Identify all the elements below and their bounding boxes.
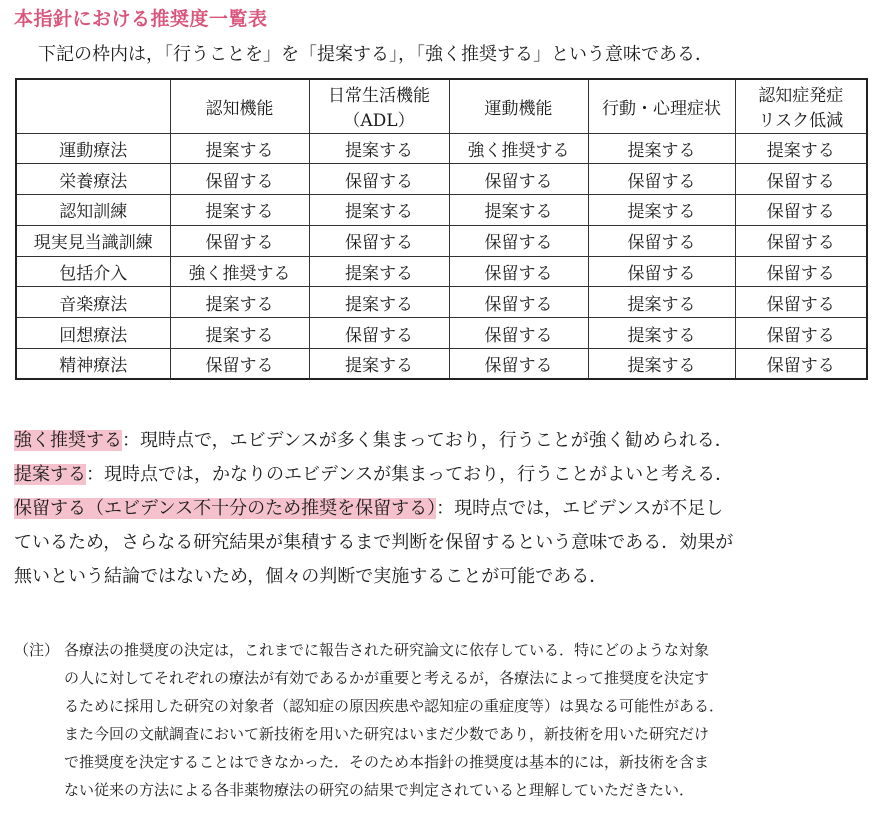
term-highlight-hold: 保留する（エビデンス不十分のため推奨を保留する） xyxy=(14,498,437,519)
row-label: 運動療法 xyxy=(16,133,170,164)
table-cell: 提案する xyxy=(588,133,735,164)
table-row xyxy=(16,287,867,318)
definition-strong: 強く推奨する：現時点で，エビデンスが多く集まっており，行うことが強く勧められる． xyxy=(14,430,733,451)
table-cell: 保留する xyxy=(735,287,867,318)
table-cell: 保留する xyxy=(449,349,588,380)
table-cell: 保留する xyxy=(588,256,735,287)
table-cell: 保留する xyxy=(449,164,588,195)
row-label: 栄養療法 xyxy=(16,164,170,195)
row-label: 精神療法 xyxy=(16,349,170,380)
footnote xyxy=(14,636,869,804)
table-cell: 保留する xyxy=(449,287,588,318)
table-cell: 保留する xyxy=(735,195,867,226)
table-cell: 提案する xyxy=(588,318,735,349)
footnote-line: また今回の文献調査において新技術を用いた研究はいまだ少数であり，新技術を用いた研究だけ xyxy=(64,725,710,743)
definition-hold-continued: 無いという結論ではないため，個々の判断で実施することが可能である． xyxy=(14,566,608,587)
table-cell: 提案する xyxy=(309,133,449,164)
row-label: 回想療法 xyxy=(16,318,170,349)
table-cell: 強く推奨する xyxy=(170,256,309,287)
term-highlight-suggest: 提案する xyxy=(14,464,86,485)
footnote-line: （注） 各療法の推奨度の決定は，これまでに報告された研究論文に依存している．特にどのような対象 xyxy=(14,636,869,664)
table-cell: 保留する xyxy=(309,318,449,349)
table-cell: 提案する xyxy=(170,133,309,164)
row-label: 包括介入 xyxy=(16,256,170,287)
table-row xyxy=(16,195,867,226)
intro-text: 下記の枠内は，「行うことを」を「提案する」，「強く推奨する」という意味である． xyxy=(38,44,713,65)
table-row xyxy=(16,349,867,380)
definition-hold-continued: ているため，さらなる研究結果が集積するまで判断を保留するという意味である．効果が xyxy=(14,532,734,553)
table-cell: 提案する xyxy=(170,195,309,226)
table-cell: 保留する xyxy=(735,318,867,349)
table-cell: 保留する xyxy=(735,256,867,287)
row-label: 現実見当識訓練 xyxy=(16,225,170,256)
table-cell: 提案する xyxy=(309,349,449,380)
table-row xyxy=(16,225,867,256)
recommendation-table xyxy=(15,78,868,380)
table-cell: 保留する xyxy=(170,349,309,380)
header-corner xyxy=(16,79,170,133)
header-adl: 日常生活機能 （ADL） xyxy=(309,79,449,133)
table-cell: 強く推奨する xyxy=(449,133,588,164)
table-row xyxy=(16,256,867,287)
table-cell: 提案する xyxy=(588,349,735,380)
page-title: 本指針における推奨度一覧表 xyxy=(14,8,268,30)
definitions xyxy=(14,424,864,594)
table-cell: 保留する xyxy=(588,225,735,256)
footnote-line: の人に対してそれぞれの療法が有効であるかが重要と考えるが，各療法によって推奨度を決定す xyxy=(64,669,710,687)
header-cognitive: 認知機能 xyxy=(170,79,309,133)
table-cell: 保留する xyxy=(449,225,588,256)
footnote-line: で推奨度を決定することはできなかった．そのため本指針の推奨度は基本的には，新技術を含ま xyxy=(64,753,710,771)
table-cell: 保留する xyxy=(449,318,588,349)
table-row xyxy=(16,318,867,349)
table-cell: 保留する xyxy=(449,256,588,287)
table-cell: 提案する xyxy=(449,195,588,226)
table-cell: 保留する xyxy=(309,164,449,195)
table-row xyxy=(16,133,867,164)
header-bpsd: 行動・心理症状 xyxy=(588,79,735,133)
table-cell: 保留する xyxy=(170,225,309,256)
table-header-row xyxy=(16,79,867,133)
table-cell: 提案する xyxy=(170,318,309,349)
table-cell: 提案する xyxy=(588,195,735,226)
table-cell: 保留する xyxy=(735,164,867,195)
row-label: 認知訓練 xyxy=(16,195,170,226)
table-cell: 保留する xyxy=(170,164,309,195)
header-risk: 認知症発症 リスク低減 xyxy=(735,79,867,133)
table-cell: 提案する xyxy=(588,287,735,318)
table-cell: 保留する xyxy=(735,349,867,380)
table-cell: 提案する xyxy=(309,256,449,287)
footnote-line: るために採用した研究の対象者（認知症の原因疾患や認知症の重症度等）は異なる可能性がある． xyxy=(64,697,725,715)
header-motor: 運動機能 xyxy=(449,79,588,133)
row-label: 音楽療法 xyxy=(16,287,170,318)
definition-suggest: 提案する：現時点では，かなりのエビデンスが集まっており，行うことがよいと考える． xyxy=(14,464,734,485)
footnote-label: （注） xyxy=(14,641,60,659)
term-highlight-strong: 強く推奨する xyxy=(14,430,122,451)
table-cell: 提案する xyxy=(735,133,867,164)
table-cell: 保留する xyxy=(735,225,867,256)
table-cell: 提案する xyxy=(170,287,309,318)
footnote-line: ない従来の方法による各非薬物療法の研究の結果で判定されていると理解していただきたい． xyxy=(64,781,695,799)
table-cell: 提案する xyxy=(309,195,449,226)
definition-hold: 保留する（エビデンス不十分のため推奨を保留する）：現時点では，エビデンスが不足し xyxy=(14,498,724,519)
table-cell: 保留する xyxy=(588,164,735,195)
table-cell: 保留する xyxy=(309,225,449,256)
table-cell: 提案する xyxy=(309,287,449,318)
table-row xyxy=(16,164,867,195)
